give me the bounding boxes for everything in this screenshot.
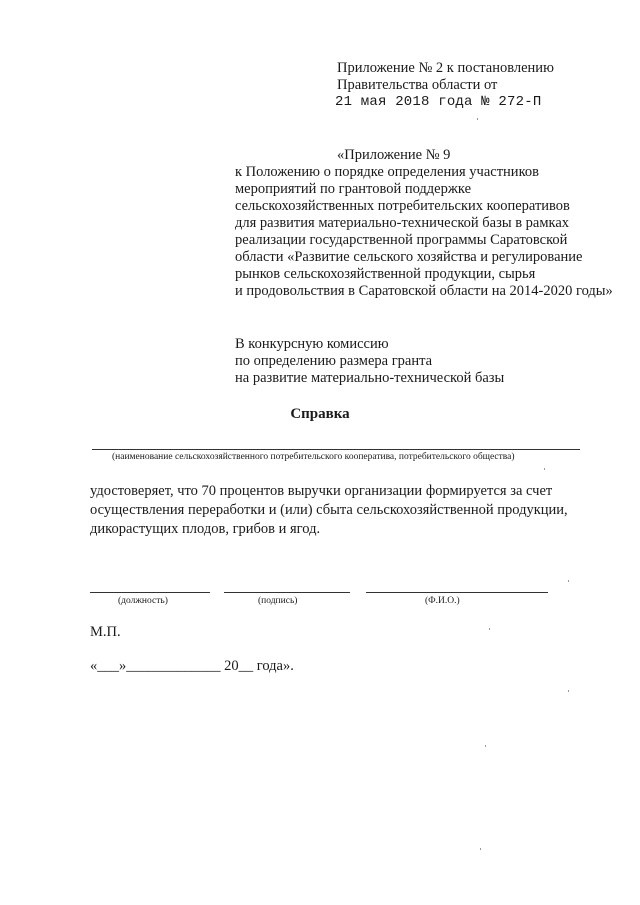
stamp-placeholder: М.П.	[90, 624, 121, 640]
body-line-3: дикорастущих плодов, грибов и ягод.	[90, 521, 321, 537]
appendix-line: рынков сельскохозяйственной продукции, сырья	[235, 266, 536, 282]
position-line	[90, 592, 210, 593]
document-title: Справка	[290, 406, 350, 422]
scan-speck	[485, 745, 486, 747]
appendix-line: «Приложение № 9	[337, 147, 451, 163]
name-line	[366, 592, 548, 593]
scan-speck	[489, 628, 490, 630]
addressee-line: на развитие материально-технической базы	[235, 370, 505, 386]
addressee-line: по определению размера гранта	[235, 353, 433, 369]
scan-speck	[568, 580, 569, 582]
scan-speck	[568, 690, 569, 692]
header-line-1: Приложение № 2 к постановлению	[337, 60, 554, 76]
position-caption: (должность)	[118, 596, 168, 606]
appendix-line: мероприятий по грантовой поддержке	[235, 181, 472, 197]
name-caption: (Ф.И.О.)	[425, 596, 460, 606]
appendix-line: к Положению о порядке определения участников	[235, 164, 539, 180]
body-line-1: удостоверяет, что 70 процентов выручки организации формируется за счет	[90, 483, 553, 499]
scan-speck	[477, 118, 478, 120]
header-line-2: Правительства области от	[337, 77, 498, 93]
appendix-line: области «Развитие сельского хозяйства и регулирование	[235, 249, 583, 265]
appendix-line: сельскохозяйственных потребительских кооперативов	[235, 198, 570, 214]
date-line: «___»_____________ 20__ года».	[90, 658, 294, 674]
addressee-line: В конкурсную комиссию	[235, 336, 389, 352]
header-date-number: 21 мая 2018 года № 272-П	[335, 94, 542, 110]
org-name-caption: (наименование сельскохозяйственного потребительского кооператива, потребительского общества)	[112, 452, 515, 462]
scan-speck	[480, 848, 481, 850]
body-line-2: осуществления переработки и (или) сбыта сельскохозяйственной продукции,	[90, 502, 568, 518]
signature-caption: (подпись)	[258, 596, 298, 606]
org-name-line	[92, 449, 580, 450]
scan-speck	[544, 468, 545, 470]
signature-line	[224, 592, 350, 593]
appendix-line: реализации государственной программы Саратовской	[235, 232, 568, 248]
appendix-line: для развития материально-технической базы в рамках	[235, 215, 570, 231]
appendix-line: и продовольствия в Саратовской области на 2014-2020 годы»	[235, 283, 613, 299]
